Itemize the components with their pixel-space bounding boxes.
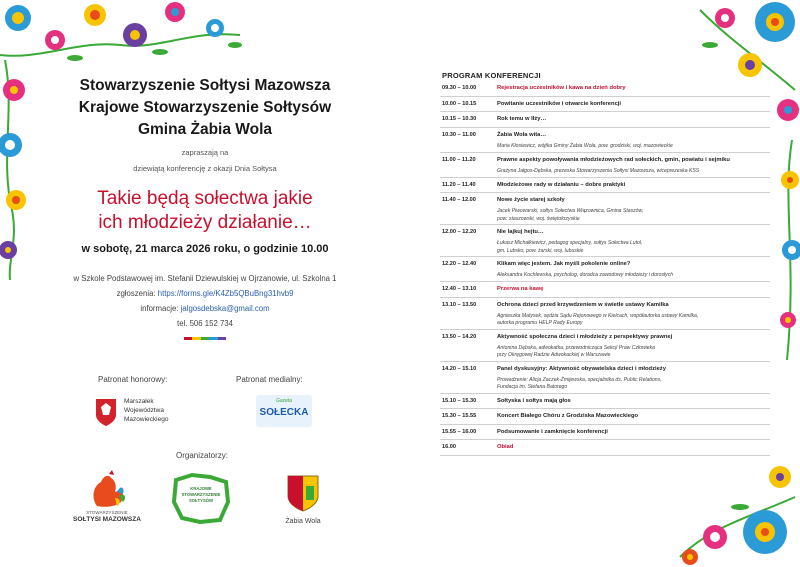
media-patronage-label: Patronat medialny: bbox=[236, 375, 303, 384]
program-time: 11.40 – 12.00 bbox=[442, 197, 476, 203]
info-label: informacje: bbox=[140, 304, 179, 313]
program-session-title: Rejestracja uczestników i kawa na dzień dobry bbox=[497, 85, 626, 91]
zabia-wola-text: Żabia Wola bbox=[285, 518, 321, 525]
program-row bbox=[440, 409, 770, 425]
invite-line-1: zapraszają na bbox=[181, 148, 229, 157]
program-time: 10.30 – 11.00 bbox=[442, 131, 476, 138]
program-row bbox=[440, 298, 770, 330]
program-speaker: Aleksandra Kochlewska, psycholog, doradca zawodowy młodzieży i dorosłych bbox=[497, 272, 674, 278]
kss-line-2: STOWARZYSZENIE bbox=[181, 492, 221, 497]
kss-line-3: SOŁTYSÓW bbox=[189, 498, 213, 503]
program-table bbox=[440, 81, 770, 456]
organizers-label: Organizatorzy: bbox=[176, 451, 229, 460]
event-details bbox=[40, 271, 370, 331]
rooster-icon bbox=[87, 470, 127, 508]
program-speaker: Prowadzenie: Alicja Zaczek-Żmijewska, specjalistka ds. Public Relations, Fundacja im. Stefana Batorego bbox=[497, 376, 662, 390]
info-email-link[interactable]: jalgosdebska@gmail.com bbox=[180, 304, 270, 313]
program-row bbox=[440, 362, 770, 394]
program-row bbox=[440, 394, 770, 410]
program-time: 14.20 – 15.10 bbox=[442, 365, 477, 372]
program-session-title: Przerwa na kawę bbox=[497, 286, 544, 292]
soltysi-name-text: SOŁTYSI MAZOWSZA bbox=[73, 516, 141, 523]
program-time: 11.00 – 11.20 bbox=[442, 156, 476, 163]
program-time: 13.50 – 14.20 bbox=[442, 333, 477, 340]
invitation-section bbox=[40, 75, 370, 340]
color-divider bbox=[184, 337, 226, 340]
program-row bbox=[440, 425, 770, 441]
soltysi-mazowsza-logo bbox=[72, 470, 142, 530]
program-time: 12.40 – 13.10 bbox=[442, 286, 477, 292]
program-time: 16.00 bbox=[442, 444, 456, 450]
program-row bbox=[440, 128, 770, 153]
phone-number: tel. 506 152 734 bbox=[177, 319, 233, 328]
event-location: w Szkole Podstawowej im. Stefanii Dziewulskiej w Ojrzanowie, ul. Szkolna 1 bbox=[73, 274, 337, 283]
program-row bbox=[440, 257, 770, 282]
zabia-wola-crest-icon bbox=[286, 474, 320, 512]
program-row bbox=[440, 178, 770, 194]
kss-logo bbox=[170, 472, 232, 524]
program-row bbox=[440, 153, 770, 178]
organizer-name-2: Krajowe Stowarzyszenie Sołtysów bbox=[78, 99, 332, 116]
organizer-name-1: Stowarzyszenie Sołtysi Mazowsza bbox=[79, 77, 331, 94]
gazeta-small-text: Gazeta bbox=[275, 398, 293, 404]
program-session-title: Sołtyska i sołtys mają głos bbox=[497, 397, 571, 404]
program-session-title: Koncert Białego Chóru z Grodziska Mazowieckiego bbox=[497, 413, 639, 419]
program-session-title: Nowe życie starej szkoły bbox=[497, 197, 565, 203]
marshal-line-1: Marszałek bbox=[124, 398, 154, 405]
program-time: 12.00 – 12.20 bbox=[442, 229, 477, 235]
program-row bbox=[440, 440, 770, 456]
marshal-line-3: Mazowieckiego bbox=[124, 416, 169, 423]
program-time: 15.30 – 15.55 bbox=[442, 413, 477, 419]
conference-title-line-1: Takie będą sołectwa jakie bbox=[97, 188, 313, 209]
registration-link[interactable]: https://forms.gle/K4Zb5QBuBng31hvb9 bbox=[157, 289, 294, 298]
zabia-wola-logo bbox=[278, 474, 328, 530]
program-speaker: Antonina Dębska, adwokatka, przewodnicząca Sekcji Praw Człowieka przy Okręgowej Radzie Adwokackiej w Warszawie bbox=[497, 344, 655, 358]
gazeta-solecka-logo bbox=[256, 395, 312, 427]
honorary-patronage-label: Patronat honorowy: bbox=[98, 375, 168, 384]
program-speaker: Maria Kłosiewicz, wójtka Gminy Żabia Wola, pow. grodziski, woj. mazowieckie bbox=[497, 142, 673, 149]
program-session-title: Podsumowanie i zamknięcie konferencji bbox=[497, 428, 608, 435]
program-session-title: Obiad bbox=[497, 444, 514, 450]
program-time: 09.30 – 10.00 bbox=[442, 85, 477, 91]
program-session-title: Nie lajkuj hejtu… bbox=[497, 229, 544, 235]
program-session-title: Aktywność społeczna dzieci i młodzieży z perspektywy prawnej bbox=[497, 333, 673, 340]
program-time: 10.15 – 10.30 bbox=[442, 116, 477, 122]
soltysi-small-text: STOWARZYSZENIE bbox=[86, 510, 128, 515]
program-session-title: Rok temu w Iłży… bbox=[497, 116, 547, 122]
program-title: PROGRAM KONFERENCJI bbox=[442, 71, 541, 80]
program-session-title: Żabia Wola wita… bbox=[497, 131, 547, 138]
program-session-title: Prawne aspekty powoływania młodzieżowych rad sołeckich, gmin, powiatu i sejmiku bbox=[497, 156, 730, 163]
conference-title bbox=[40, 187, 370, 235]
program-session-title: Powitanie uczestników i otwarcie konferencji bbox=[497, 100, 622, 107]
program-session-title: Ochrona dzieci przed krzywdzeniem w świetle ustawy Kamilka bbox=[497, 301, 669, 308]
program-time: 15.10 – 15.30 bbox=[442, 397, 477, 404]
program-speaker: Łukasz Michałkiewicz, pedagog specjalny, sołtys Sołectwa Lutol, gm. Lubsko, pow. żarski, woj. lubuskie bbox=[497, 240, 643, 254]
kss-line-1: KRAJOWE bbox=[190, 486, 212, 491]
program-row bbox=[440, 97, 770, 113]
program-time: 15.55 – 16.00 bbox=[442, 428, 477, 435]
program-row bbox=[440, 193, 770, 225]
program-session-title: Młodzieżowe rady w działaniu – dobre praktyki bbox=[497, 181, 626, 188]
event-datetime: w sobotę, 21 marca 2026 roku, o godzinie 10.00 bbox=[81, 243, 329, 255]
info-line bbox=[40, 301, 370, 316]
gazeta-solecka-text: SOŁECKA bbox=[259, 407, 309, 418]
registration-label: zgłoszenia: bbox=[116, 289, 156, 298]
program-row bbox=[440, 330, 770, 362]
organizer-name-3: Gmina Żabia Wola bbox=[137, 121, 273, 138]
program-row bbox=[440, 225, 770, 257]
program-row bbox=[440, 81, 770, 97]
program-speaker: Agnieszka Matysek, sędzia Sądu Rejonowego w Kielcach, współautorka ustawy Kamilka, autorka programu HELP Rady Europy bbox=[497, 312, 699, 326]
program-speaker: Grażyna Jałgos-Dębska, prezeska Stowarzyszenia Sołtysi Mazowsza, wiceprezeska KSS bbox=[497, 167, 700, 174]
marshal-line-2: Województwa bbox=[124, 407, 164, 414]
marshal-logo bbox=[94, 395, 204, 435]
conference-title-line-2: ich młodzieży działanie… bbox=[98, 212, 312, 233]
program-time: 13.10 – 13.50 bbox=[442, 301, 477, 308]
mazovia-crest-icon bbox=[94, 397, 118, 427]
program-row bbox=[440, 112, 770, 128]
program-time: 12.20 – 12.40 bbox=[442, 261, 477, 267]
program-time: 10.00 – 10.15 bbox=[442, 100, 477, 107]
program-speaker: Jacek Piwowarski, sołtys Sołectwa Wiązownica, Gmina Staszów, pow. staszowski, woj. świętokrzyskie bbox=[497, 208, 644, 222]
program-row bbox=[440, 282, 770, 298]
invite-line-2: dziewiątą konferencję z okazji Dnia Sołtysa bbox=[133, 164, 277, 173]
program-session-title: Klikam więc jestem. Jak myśli pokolenie online? bbox=[497, 261, 631, 267]
registration-line bbox=[40, 286, 370, 301]
program-session-title: Panel dyskusyjny: Aktywność obywatelska dzieci i młodzieży bbox=[497, 365, 666, 372]
program-time: 11.20 – 11.40 bbox=[442, 181, 476, 188]
